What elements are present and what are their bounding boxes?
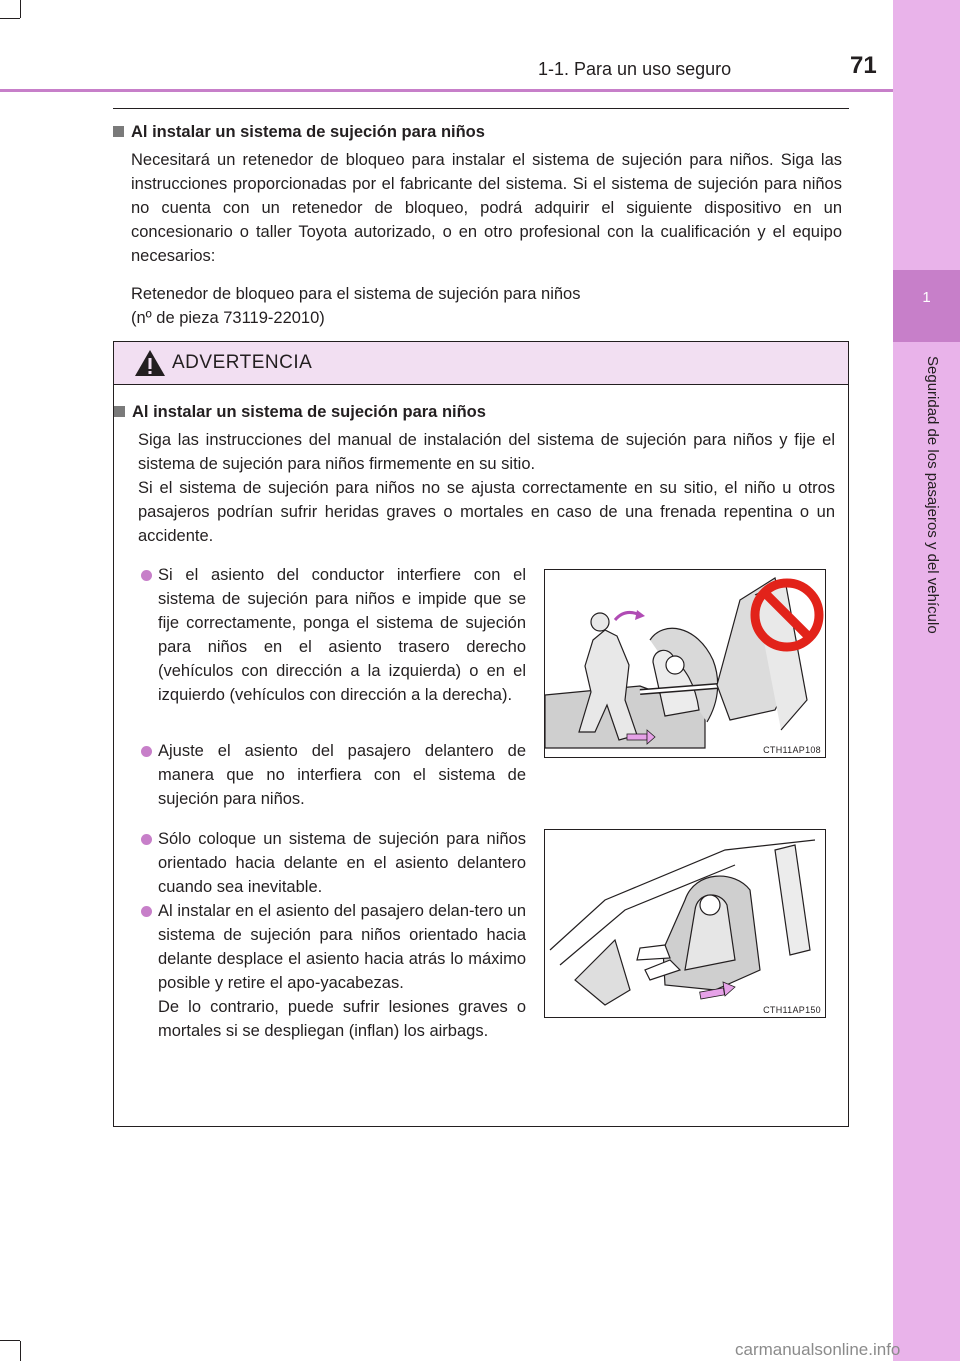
warning-text-1: Siga las instrucciones del manual de instalación del sistema de sujeción para niños y fije el sistema de sujeción para niños firmemente en su sitio. bbox=[138, 431, 835, 473]
section-title: 1-1. Para un uso seguro bbox=[538, 59, 732, 79]
crop-mark bbox=[20, 1341, 21, 1361]
crop-mark bbox=[0, 1340, 20, 1341]
warning-heading bbox=[114, 400, 486, 424]
page-number: 71 bbox=[850, 52, 877, 79]
bullet-dot bbox=[141, 570, 152, 581]
warning-bullet-4 bbox=[158, 899, 526, 1043]
warning-bullet-4-extra: De lo contrario, puede sufrir lesiones graves o mortales si se despliegan (inflan) los airbags. bbox=[158, 998, 526, 1040]
crop-mark bbox=[20, 0, 21, 18]
section-heading-text: Al instalar un sistema de sujeción para niños bbox=[131, 123, 485, 141]
driver-seat-illustration bbox=[545, 570, 825, 757]
watermark: carmanualsonline.info bbox=[735, 1340, 901, 1359]
header-divider bbox=[0, 89, 893, 92]
chapter-sidebar bbox=[893, 0, 960, 1361]
warning-title: ADVERTENCIA bbox=[172, 352, 313, 373]
square-bullet-icon bbox=[113, 126, 124, 137]
warning-bullet-2: Ajuste el asiento del pasajero delantero de manera que no interfiera con el sistema de sujeción para niños. bbox=[158, 742, 526, 808]
chapter-tab bbox=[893, 270, 960, 342]
warning-header bbox=[114, 342, 848, 385]
section-paragraph: Necesitará un retenedor de bloqueo para instalar el sistema de sujeción para niños. Siga las instrucciones proporcionadas por el fabricante del sistema. Si el sistema de sujeción para niños no cuenta con un retenedor de bloqueo, podrá adquirir el siguiente dispositivo en un concesionario o taller Toyota autorizado, o en otro profesional con la cualificación y el equipo necesarios: bbox=[131, 151, 842, 265]
figure-forward-facing-front-seat bbox=[544, 829, 826, 1018]
front-seat-child-illustration bbox=[545, 830, 825, 1017]
bullet-dot bbox=[141, 746, 152, 757]
figure-code: CTH11AP108 bbox=[763, 745, 821, 755]
section-rule bbox=[113, 108, 849, 109]
warning-text-2: Si el sistema de sujeción para niños no se ajusta correctamente en su sitio, el niño u otros pasajeros podrían sufrir heridas graves o mortales en caso de una frenada repentina o un accidente. bbox=[138, 479, 835, 545]
figure-driver-seat-interference bbox=[544, 569, 826, 758]
part-number-code: (nº de pieza 73119-22010) bbox=[131, 309, 325, 327]
warning-bullet-3: Sólo coloque un sistema de sujeción para niños orientado hacia delante en el asiento delantero cuando sea inevitable. bbox=[158, 830, 526, 896]
bullet-dot bbox=[141, 906, 152, 917]
warning-bullet-4-text: Al instalar en el asiento del pasajero delan-tero un sistema de sujeción para niños orientado hacia delante desplace el asiento hacia atrás lo máximo posible y retire el apo-yacabezas. bbox=[158, 902, 526, 992]
crop-mark bbox=[0, 18, 20, 19]
square-bullet-icon bbox=[114, 406, 125, 417]
warning-triangle-icon bbox=[134, 349, 166, 377]
section-heading bbox=[113, 123, 485, 142]
figure-code: CTH11AP150 bbox=[763, 1005, 821, 1015]
warning-heading-text: Al instalar un sistema de sujeción para niños bbox=[132, 403, 486, 421]
warning-text bbox=[138, 428, 835, 548]
warning-box bbox=[113, 341, 849, 1127]
bullet-dot bbox=[141, 834, 152, 845]
warning-bullet-1: Si el asiento del conductor interfiere con el sistema de sujeción para niños e impide que se fije correctamente, ponga el sistema de sujeción para niños en el asiento trasero derecho (vehículos con dirección a la izquierda) o en el izquierdo (vehículos con dirección a la derecha). bbox=[158, 566, 526, 704]
chapter-number: 1 bbox=[922, 289, 931, 306]
part-number-line: Retenedor de bloqueo para el sistema de sujeción para niños bbox=[131, 285, 581, 303]
chapter-title: Seguridad de los pasajeros y del vehículo bbox=[924, 356, 941, 634]
